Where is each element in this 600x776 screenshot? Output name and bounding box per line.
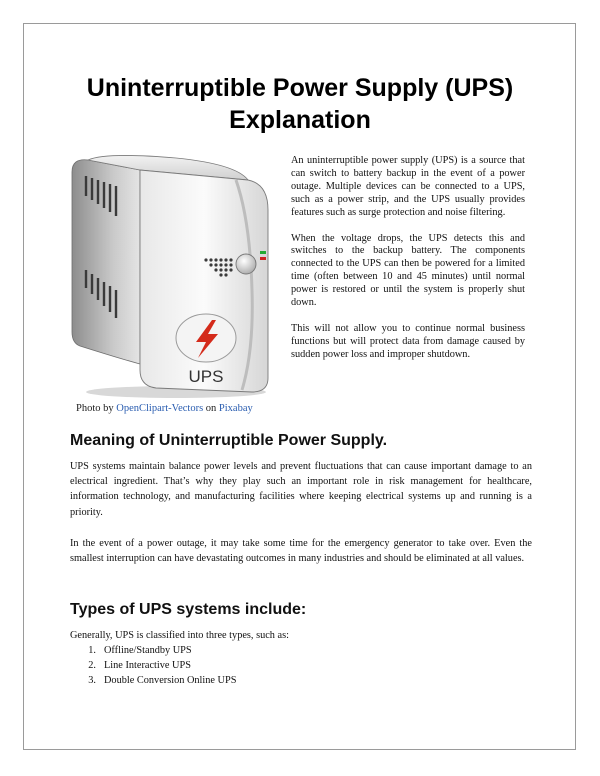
ups-device-image: [66, 150, 278, 400]
types-heading: Types of UPS systems include:: [70, 601, 307, 618]
title-line-1: Uninterruptible Power Supply (UPS): [86, 74, 514, 102]
credit-site-link[interactable]: Pixabay: [218, 403, 253, 414]
device-label: UPS: [188, 367, 224, 386]
intro-paragraph-3: This will not allow you to continue normal business functions but will protect data from damage caused by sudden power loss and improper shutdown.: [291, 322, 525, 360]
meaning-paragraph-2: In the event of a power outage, it may take some time for the emergency generator to take over. Even the smallest interruption can have devastating outcomes in many industries and should be eliminated at all values.: [70, 538, 532, 565]
intro-paragraph-2: When the voltage drops, the UPS detects this and switches to the backup battery. The components connected to the UPS can then be powered for a limited time (often between 10 and 45 minutes) until normal power is restored or until the system is properly shut down.: [291, 232, 525, 309]
list-item-label: Double Conversion Online UPS: [104, 675, 237, 687]
device-side-panel: [72, 160, 140, 364]
intro-paragraph-1: An uninterruptible power supply (UPS) is a source that can switch to battery backup in the event of a power outage. Multiple devices can be connected to a UPS, such as a power strip, and the UPS usually provides features such as surge protection and noise filtering.: [291, 155, 525, 218]
page-title: [0, 72, 600, 136]
credit-author-link[interactable]: OpenClipart-Vectors: [116, 403, 204, 414]
list-item-number: 1.: [88, 645, 96, 656]
types-intro: Generally, UPS is classified into three types, such as:: [70, 630, 289, 641]
meaning-paragraph-1: UPS systems maintain balance power levels and prevent fluctuations that can cause important damage to an electrical ingredient. That’s why they play such an important role in risk management for healthcare, information technology, and manufacturing facilities where keeping electrical systems up and running is a priority.: [70, 461, 532, 518]
list-item: [70, 658, 236, 673]
types-list: [70, 643, 236, 689]
intro-column: [291, 155, 525, 375]
list-item-number: 2.: [88, 660, 96, 672]
credit-prefix: Photo by: [76, 403, 117, 414]
meaning-heading: Meaning of Uninterruptible Power Supply.: [70, 432, 388, 449]
list-item-label: Line Interactive UPS: [104, 660, 191, 672]
title-line-2: Explanation: [229, 106, 371, 134]
list-item-number: 3.: [88, 675, 96, 687]
list-item: [70, 673, 236, 688]
list-item: [70, 643, 236, 658]
power-button: [236, 254, 256, 274]
led-red: [260, 257, 266, 260]
credit-middle: on: [203, 403, 219, 414]
led-green: [260, 251, 266, 254]
photo-credit: [76, 403, 296, 414]
list-item-label: Offline/Standby UPS: [104, 645, 192, 656]
